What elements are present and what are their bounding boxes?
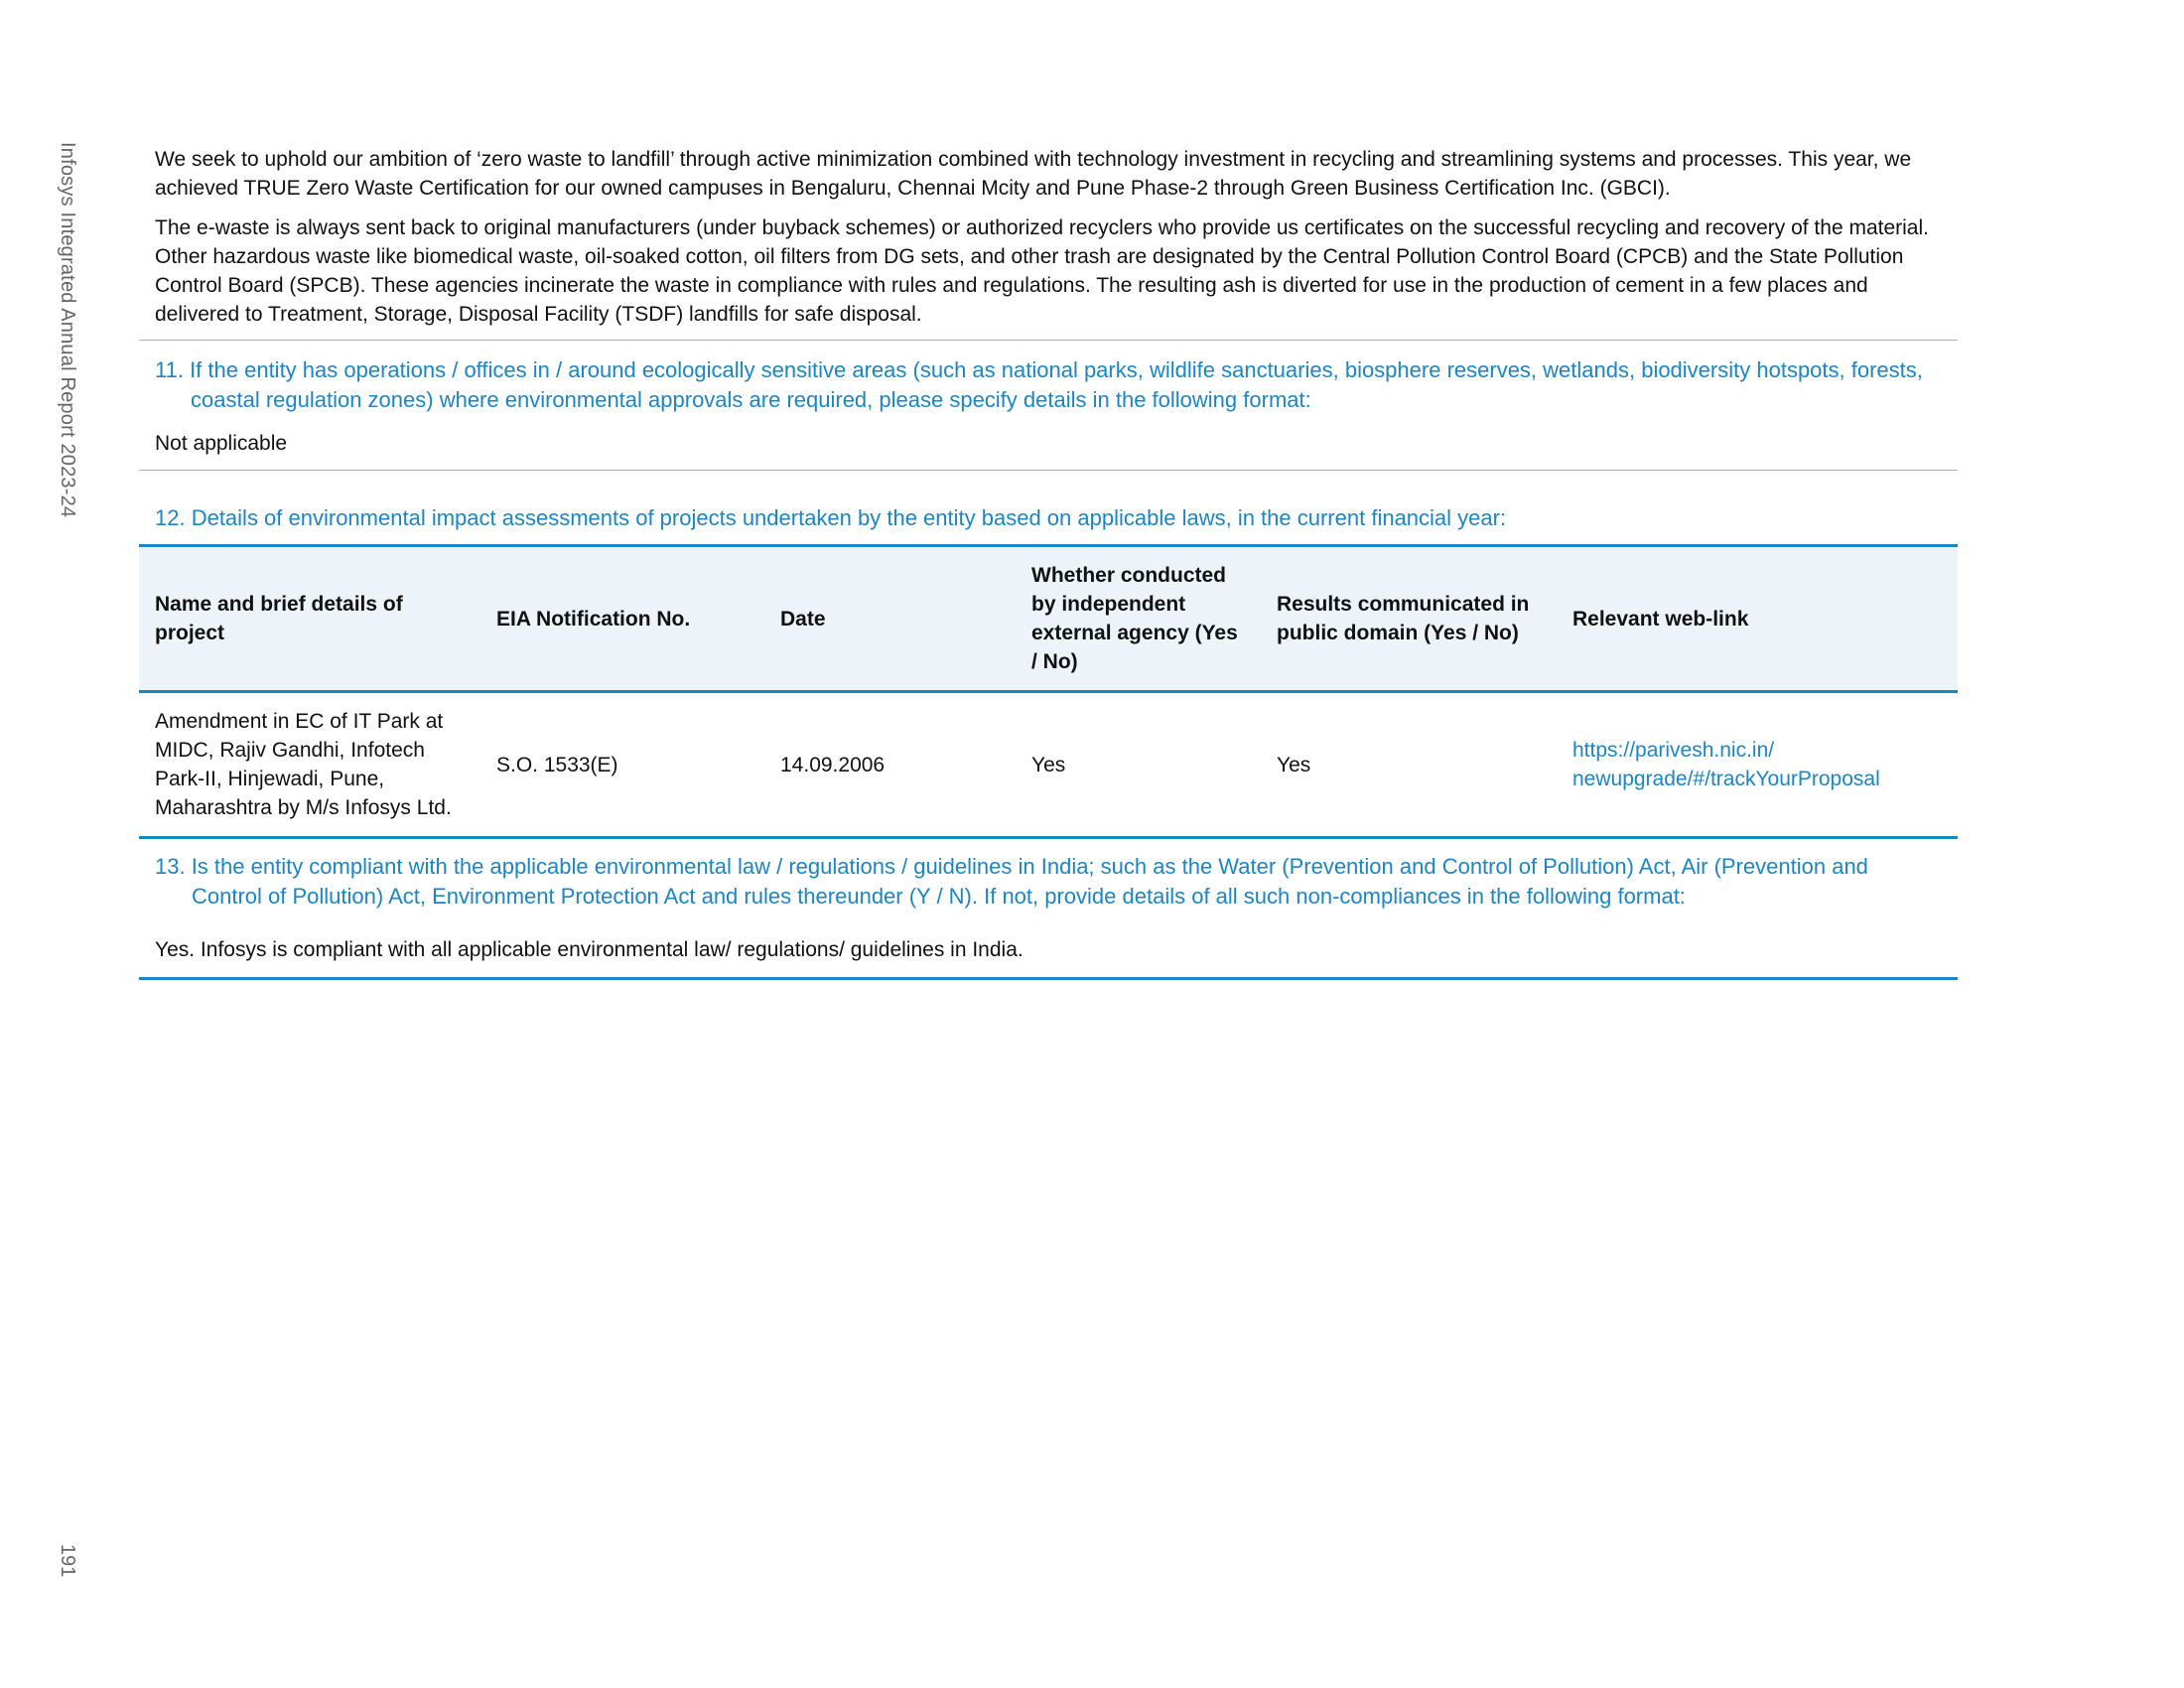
eia-table bbox=[139, 544, 1958, 839]
cell-project: Amendment in EC of IT Park at MIDC, Rajiv Gandhi, Infotech Park-II, Hinjewadi, Pune, Maharashtra by M/s Infosys Ltd. bbox=[139, 692, 480, 838]
answer-11: Not applicable bbox=[155, 432, 288, 455]
column-header-web-link: Relevant web-link bbox=[1557, 546, 1958, 692]
paragraph-e-waste: The e-waste is always sent back to original manufacturers (under buyback schemes) or authorized recyclers who provide us certificates on the successful recycling and recovery of the material. Other hazardous waste like biomedical waste, oil-soaked cotton, oil filters from DG sets, and other trash are designated by the Central Pollution Control Board (CPCB) and the State Pollution Control Board (SPCB). These agencies incinerate the waste in compliance with rules and regulations. The resulting ash is diverted for use in the production of cement in a few places and delivered to Treatment, Storage, Disposal Facility (TSDF) landfills for safe disposal. bbox=[155, 216, 1929, 326]
cell-independent-agency: Yes bbox=[1016, 692, 1261, 838]
column-header-independent-agency: Whether conducted by independent external agency (Yes / No) bbox=[1016, 546, 1261, 692]
column-header-eia-notification: EIA Notification No. bbox=[480, 546, 764, 692]
section-end-rule bbox=[139, 977, 1958, 980]
cell-web-link bbox=[1557, 692, 1958, 838]
column-header-results-communicated: Results communicated in public domain (Yes / No) bbox=[1261, 546, 1557, 692]
cell-eia-notification: S.O. 1533(E) bbox=[480, 692, 764, 838]
table-header-row bbox=[139, 546, 1958, 692]
page-number: 191 bbox=[57, 1544, 78, 1578]
web-link[interactable]: https://parivesh.nic.in/ newupgrade/#/trackYourProposal bbox=[1572, 739, 1880, 790]
question-13: 13. Is the entity compliant with the applicable environmental law / regulations / guidelines in India; such as the Water (Prevention and Control of Pollution) Act, Air (Prevention and Control of Pollution) Act, Environment Protection Act and rules thereunder (Y / N). If not, provide details of all such non-compliances in the following format: bbox=[155, 854, 1868, 909]
divider bbox=[139, 340, 1958, 341]
answer-13: Yes. Infosys is compliant with all applicable environmental law/ regulations/ guidelines in India. bbox=[155, 938, 1024, 961]
paragraph-zero-waste: We seek to uphold our ambition of ‘zero waste to landfill’ through active minimization combined with technology investment in recycling and streamlining systems and processes. This year, we achieved TRUE Zero Waste Certification for our owned campuses in Bengaluru, Chennai Mcity and Pune Phase-2 through Green Business Certification Inc. (GBCI). bbox=[155, 148, 1912, 200]
question-12: 12. Details of environmental impact assessments of projects undertaken by the entity based on applicable laws, in the current financial year: bbox=[155, 505, 1507, 530]
cell-date: 14.09.2006 bbox=[764, 692, 1016, 838]
column-header-project: Name and brief details of project bbox=[139, 546, 480, 692]
question-11: 11. If the entity has operations / offices in / around ecologically sensitive areas (such as national parks, wildlife sanctuaries, biosphere reserves, wetlands, biodiversity hotspots, forests, coastal regulation zones) where environmental approvals are required, please specify details in the following format: bbox=[155, 357, 1923, 412]
page-content bbox=[139, 145, 1958, 980]
column-header-date: Date bbox=[764, 546, 1016, 692]
divider bbox=[139, 470, 1958, 471]
cell-results-communicated: Yes bbox=[1261, 692, 1557, 838]
report-side-title: Infosys Integrated Annual Report 2023-24 bbox=[57, 142, 78, 518]
table-row bbox=[139, 692, 1958, 838]
